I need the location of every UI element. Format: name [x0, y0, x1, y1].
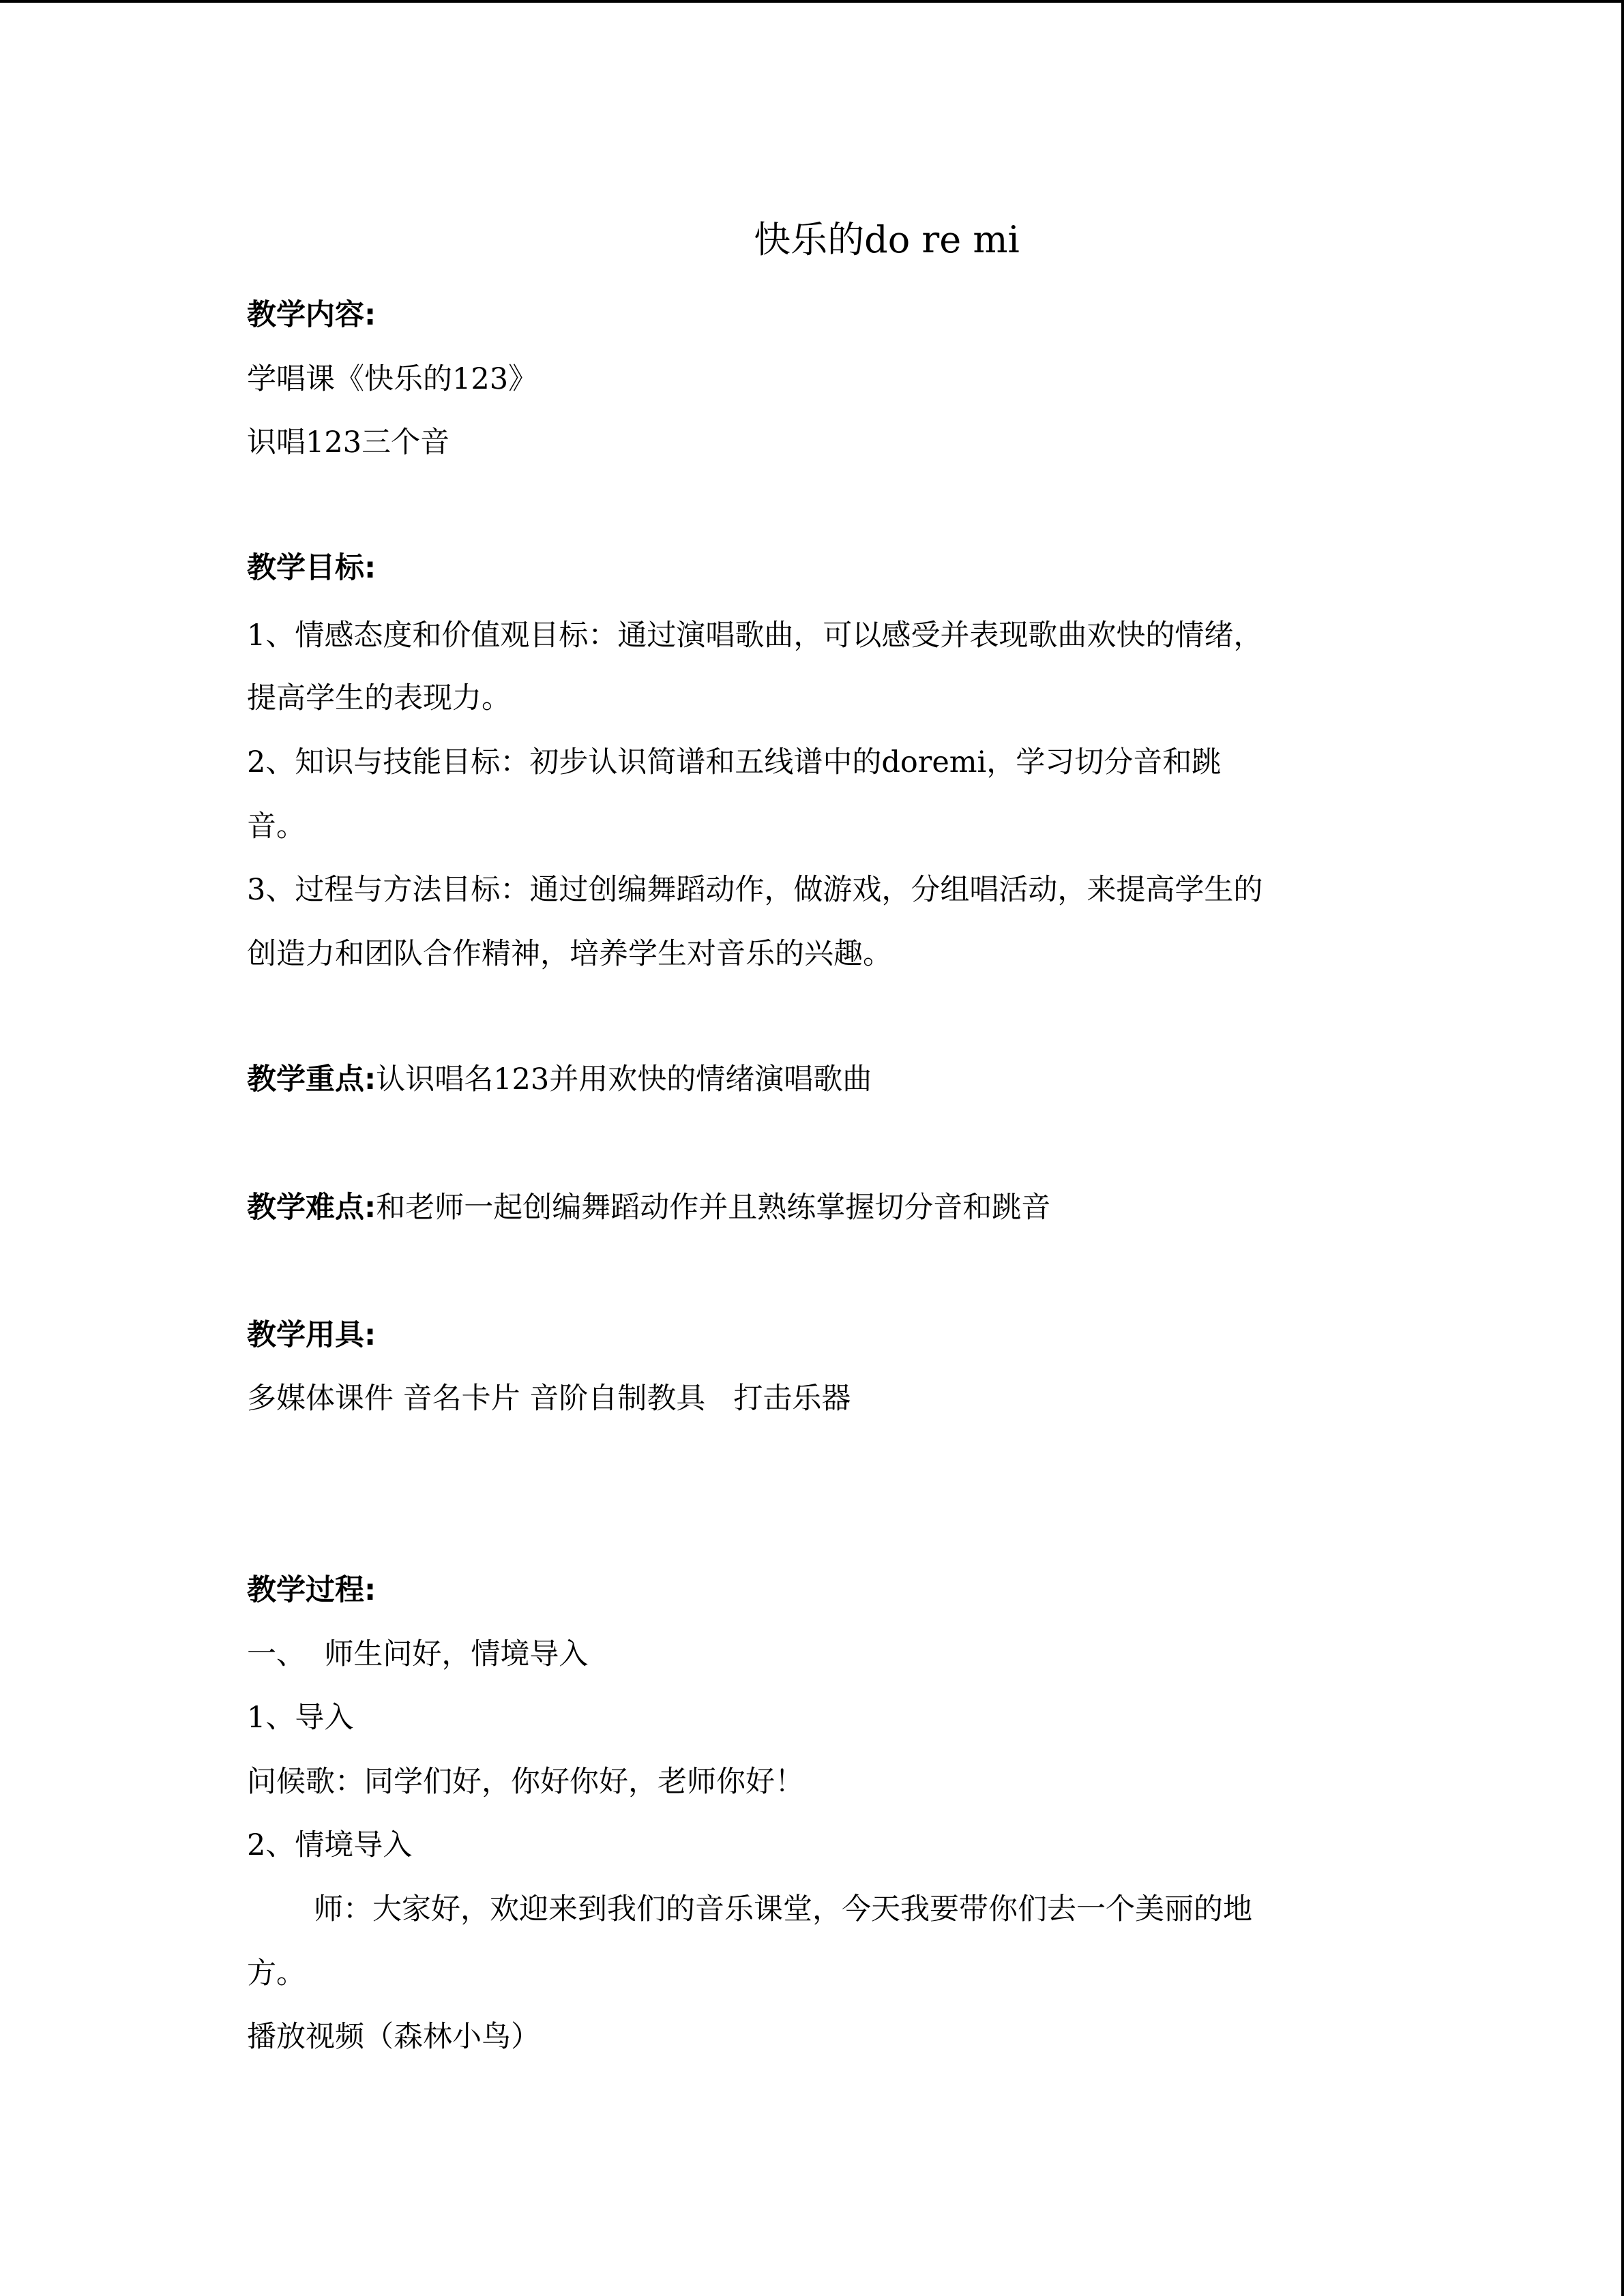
process-line: 方。	[247, 1956, 306, 1991]
process-line: 播放视频（森林小鸟）	[247, 2020, 540, 2054]
goals-heading: 教学目标:	[247, 551, 377, 585]
document-title: 快乐的do re mi	[754, 218, 1020, 261]
difficulty-text: 和老师一起创编舞蹈动作并且熟练掌握切分音和跳音	[376, 1191, 1051, 1225]
process-line: 2、情境导入	[247, 1828, 413, 1862]
goals-line: 1、情感态度和价值观目标：通过演唱歌曲，可以感受并表现歌曲欢快的情绪，	[247, 618, 1263, 653]
process-line: 1、导入	[247, 1701, 354, 1735]
page-right-border	[1621, 0, 1624, 2296]
key-point-row	[247, 1059, 872, 1100]
process-heading: 教学过程:	[247, 1573, 377, 1607]
key-point-text: 认识唱名123并用欢快的情绪演唱歌曲	[376, 1062, 872, 1097]
process-line: 一、 师生问好，情境导入	[247, 1637, 589, 1671]
key-point-heading: 教学重点:	[247, 1062, 377, 1097]
process-line: 问候歌：同学们好，你好你好，老师你好！	[247, 1765, 804, 1799]
content-line: 学唱课《快乐的123》	[247, 362, 538, 396]
goals-line: 3、过程与方法目标：通过创编舞蹈动作，做游戏，分组唱活动，来提高学生的	[247, 873, 1263, 907]
tools-text: 多媒体课件 音名卡片 音阶自制教具 打击乐器	[247, 1382, 851, 1416]
goals-line: 2、知识与技能目标：初步认识简谱和五线谱中的doremi，学习切分音和跳	[247, 745, 1222, 779]
difficulty-row	[247, 1187, 1050, 1228]
goals-line: 创造力和团队合作精神，培养学生对音乐的兴趣。	[247, 937, 892, 971]
difficulty-heading: 教学难点:	[247, 1191, 377, 1225]
content-heading: 教学内容:	[247, 298, 377, 332]
tools-heading: 教学用具:	[247, 1318, 377, 1352]
content-line: 识唱123三个音	[247, 426, 450, 460]
goals-line: 提高学生的表现力。	[247, 681, 511, 715]
process-line: 师：大家好，欢迎来到我们的音乐课堂，今天我要带你们去一个美丽的地	[314, 1892, 1252, 1926]
page-top-border	[0, 0, 1624, 3]
goals-line: 音。	[247, 809, 306, 844]
